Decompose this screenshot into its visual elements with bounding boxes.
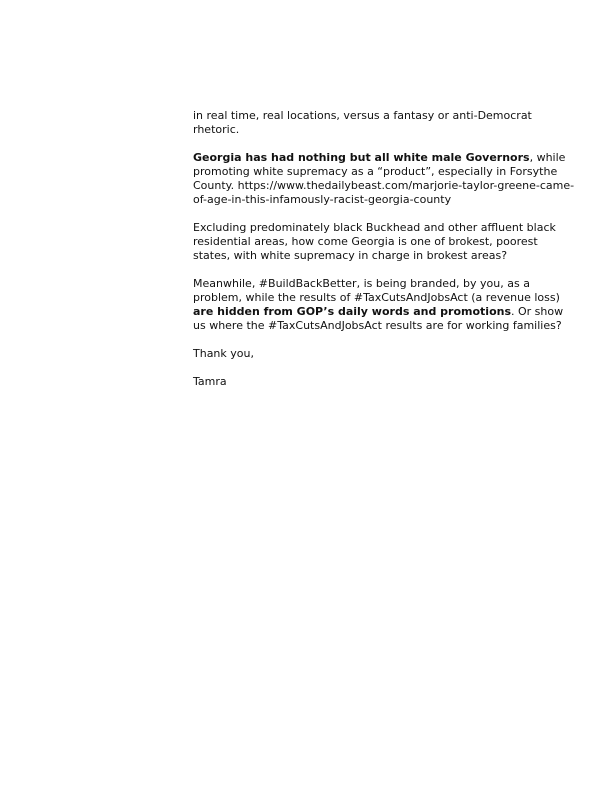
paragraph-build-back-better <box>193 277 578 333</box>
letter-body <box>193 109 578 403</box>
paragraph-governors <box>193 151 578 207</box>
paragraph-text: Excluding predominately black Buckhead and other affluent black residential areas, how come Georgia is one of brokest, poorest states, with white supremacy in charge in brokest areas? <box>193 221 556 262</box>
closing-line <box>193 347 578 361</box>
paragraph-buckhead <box>193 221 578 263</box>
closing-text: Thank you, <box>193 347 254 360</box>
paragraph-text: Meanwhile, #BuildBackBetter, is being branded, by you, as a problem, while the results of #TaxCutsAndJobsAct (a revenue loss) <box>193 277 560 304</box>
signature-text: Tamra <box>193 375 227 388</box>
paragraph-text: . Or show us where the #TaxCutsAndJobsAct results are for working families? <box>193 305 564 332</box>
paragraph-text: in real time, real locations, versus a fantasy or anti-Democrat rhetoric. <box>193 109 532 136</box>
bold-statement: are hidden from GOP’s daily words and promotions <box>193 305 512 318</box>
signature <box>193 375 578 389</box>
paragraph-text: , while promoting white supremacy as a “product”, especially in Forsythe County. https://www.thedailybeast.com/marjorie-taylor-greene-came-of-age-in-this-infamously-racist-georgia-county <box>193 151 575 206</box>
bold-statement: Georgia has had nothing but all white male Governors <box>193 151 530 164</box>
paragraph-rhetoric <box>193 109 578 137</box>
